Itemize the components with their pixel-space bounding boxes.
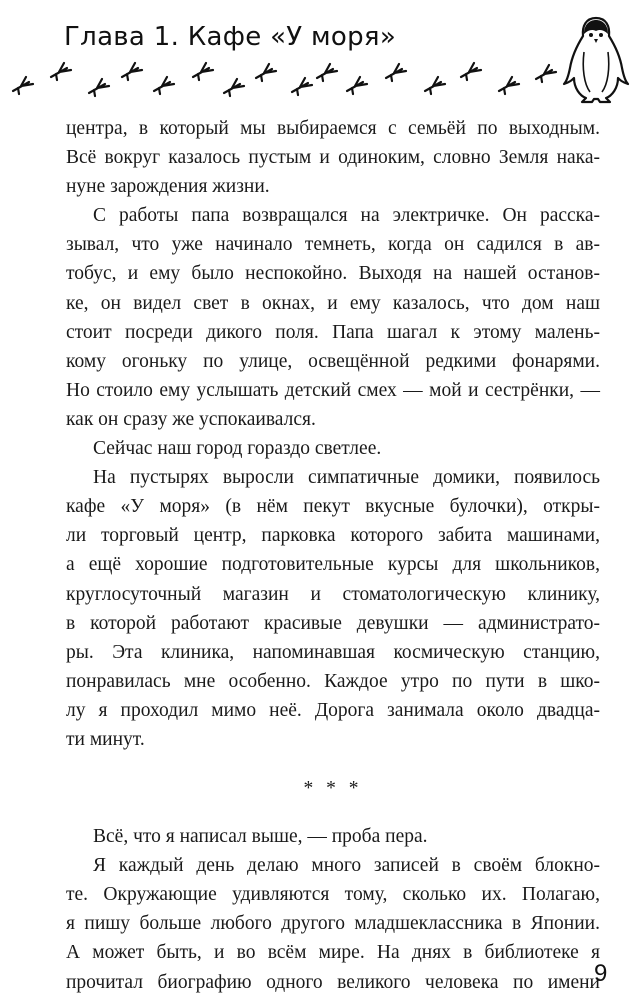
body-text xyxy=(66,114,600,997)
paragraph xyxy=(66,463,600,754)
text-line: я пишу больше любого другого младшеклассника в Японии. xyxy=(66,913,600,935)
text-line: Всё, что я написал выше, — проба пера. xyxy=(93,826,428,848)
text-line: понравилась мне особенно. Каждое утро по пути в шко- xyxy=(66,670,600,692)
text-line: стоит посреди дикого поля. Папа шагал к этому малень- xyxy=(66,321,600,343)
text-line: ти минут. xyxy=(66,728,145,750)
chapter-title: Глава 1. Кафе «У моря» xyxy=(64,22,397,52)
text-line: в которой работают красивые девушки — администрато- xyxy=(66,612,600,634)
separator-stars: * * * xyxy=(303,777,363,799)
text-line: ли торговый центр, парковка которого забита машинами, xyxy=(66,525,600,547)
text-line: А может быть, и во всём мире. На днях в библиотеке я xyxy=(66,942,600,964)
section-separator xyxy=(66,754,600,822)
text-line: те. Окружающие удивляются тому, сколько их. Полагаю, xyxy=(66,884,600,906)
text-line: прочитал биографию одного великого человека по имени xyxy=(66,971,600,993)
text-line: как он сразу же успокаивался. xyxy=(66,408,316,430)
text-line: Всё вокруг казалось пустым и одиноким, словно Земля нака- xyxy=(66,147,600,169)
text-line: Сейчас наш город гораздо светлее. xyxy=(93,438,382,460)
text-line: круглосуточный магазин и стоматологическую клинику, xyxy=(66,583,600,605)
paragraph xyxy=(66,434,600,463)
text-line: Я каждый день делаю много записей в своём блокно- xyxy=(93,855,600,877)
text-line: лу я проходил мимо неё. Дорога занимала около двадца- xyxy=(66,699,600,721)
text-line: центра, в который мы выбираемся с семьёй по выходным. xyxy=(66,118,600,139)
page-number: 9 xyxy=(594,960,608,987)
paragraph xyxy=(66,201,600,434)
text-line: а ещё хорошие подготовительные курсы для школьников, xyxy=(66,554,600,576)
text-line: ры. Эта клиника, напоминавшая космическую станцию, xyxy=(66,641,600,663)
footprints-icon xyxy=(0,0,560,112)
text-line: кому огоньку по улице, освещённой редкими фонарями. xyxy=(66,350,600,372)
page-header xyxy=(0,0,641,112)
text-line: На пустырях выросли симпатичные домики, появилось xyxy=(93,467,600,489)
text-line: ке, он видел свет в окнах, и ему казалось, что дом наш xyxy=(66,292,600,314)
text-line: кафе «У моря» (в нём пекут вкусные булочки), откры- xyxy=(66,496,600,518)
text-line: тобус, и ему было неспокойно. Выходя на нашей останов- xyxy=(66,263,600,285)
paragraph xyxy=(66,114,600,201)
text-line: нуне зарождения жизни. xyxy=(66,176,270,198)
text-line: С работы папа возвращался на электричке. Он расска- xyxy=(93,205,600,227)
paragraph xyxy=(66,851,600,996)
penguin-icon xyxy=(560,12,632,106)
text-line: Но стоило ему услышать детский смех — мой и сестрёнки, — xyxy=(66,379,600,401)
paragraph xyxy=(66,822,600,851)
text-line: зывал, что уже начинало темнеть, когда он садился в ав- xyxy=(66,234,600,256)
